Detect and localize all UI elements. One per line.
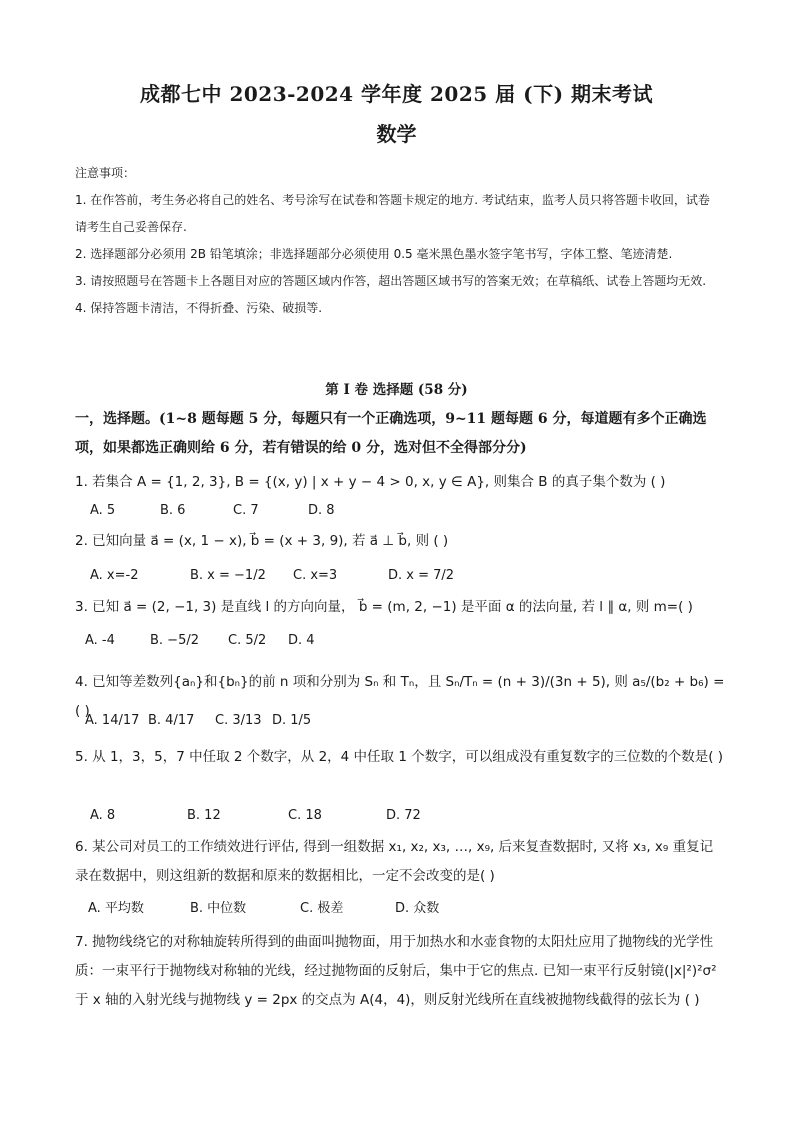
note-item: 2. 选择题部分必须用 2B 铅笔填涂；非选择题部分必须使用 0.5 毫米黑色墨水签字笔书写，字体工整、笔迹清楚. [75,247,673,261]
option-c: C. 3/13 [215,713,262,728]
options-row [90,805,720,827]
question-stem: 2. 已知向量 a⃗ = (x, 1 − x), b⃗ = (x + 3, 9), 若 a⃗ ⊥ b⃗, 则 ( ) [75,533,449,549]
question-1 [75,468,725,497]
question-5 [75,743,725,772]
question-stem: 7. 抛物线绕它的对称轴旋转所得到的曲面叫抛物面，用于加热水和水壶食物的太阳灶应用了抛物线的光学性质：一束平行于抛物线对称轴的光线，经过抛物面的反射后，集中于它的焦点. 已知一束平行反射镜(|x|²)²σ² 于 x 轴的入射光线与抛物线 y = 2px 的交点为 A(4，4)，则反射光线所在直线被抛物线截得的弦长为 ( ) [75,934,717,1008]
question-stem: 1. 若集合 A = {1, 2, 3}, B = {(x, y) | x + y − 4 > 0, x, y ∈ A}, 则集合 B 的真子集个数为 ( ) [75,474,666,490]
option-b: B. 6 [160,503,186,518]
options-row [85,630,720,652]
note-item: 3. 请按照题号在答题卡上各题目对应的答题区域内作答，超出答题区域书写的答案无效；在草稿纸、试卷上答题均无效. [75,274,707,288]
option-b: B. x = −1/2 [190,568,266,583]
question-stem: 5. 从 1，3，5，7 中任取 2 个数字，从 2，4 中任取 1 个数字，可以组成没有重复数字的三位数的个数是( ) [75,749,724,765]
option-d: D. 4 [288,633,315,648]
option-a: A. 平均数 [88,901,144,916]
option-a: A. 14/17 [85,713,140,728]
notes-block [75,160,720,322]
options-row [85,710,720,732]
exam-subject: 数学 [376,122,417,146]
question-7 [75,928,725,1015]
option-d: D. 众数 [395,901,440,916]
part-heading: 一，选择题。(1~8 题每题 5 分，每题只有一个正确选项，9~11 题每题 6 分，每道题有多个正确选项，如果都选正确则给 6 分，若有错误的给 0 分，选对但不全得部分分) [75,411,707,456]
option-b: B. 4/17 [148,713,195,728]
exam-title: 成都七中 2023-2024 学年度 2025 届 (下) 期末考试 [140,82,653,106]
option-d: D. 8 [308,503,335,518]
option-a: A. 5 [90,503,116,518]
option-d: D. 72 [386,808,421,823]
option-c: C. 5/2 [228,633,267,648]
option-b: B. 中位数 [190,901,247,916]
options-row [90,565,720,587]
question-2 [75,527,725,556]
option-c: C. 18 [288,808,322,823]
option-c: C. x=3 [293,568,338,583]
note-item: 4. 保持答题卡清洁，不得折叠、污染、破损等. [75,301,323,315]
option-c: C. 极差 [300,901,344,916]
option-a: A. x=-2 [90,568,139,583]
option-d: D. x = 7/2 [388,568,455,583]
question-stem: 3. 已知 a⃗ = (2, −1, 3) 是直线 l 的方向向量， b⃗ = (m, 2, −1) 是平面 α 的法向量, 若 l ∥ α, 则 m=( ) [75,599,693,615]
notes-heading: 注意事项： [75,166,136,180]
option-c: C. 7 [233,503,259,518]
option-a: A. -4 [85,633,115,648]
question-stem: 4. 已知等差数列{aₙ}和{bₙ}的前 n 项和分别为 Sₙ 和 Tₙ，且 Sₙ/Tₙ = (n + 3)/(3n + 5), 则 a₅/(b₂ + b₆) = ( ) [75,674,725,719]
option-b: B. −5/2 [150,633,199,648]
options-row [90,898,720,920]
question-3 [75,593,725,622]
question-6 [75,833,725,891]
option-a: A. 8 [90,808,116,823]
note-item: 1. 在作答前，考生务必将自己的姓名、考号涂写在试卷和答题卡规定的地方. 考试结束，监考人员只将答题卡收回，试卷请考生自己妥善保存. [75,193,710,234]
section-title: 第 I 卷 选择题 (58 分) [325,382,468,398]
option-d: D. 1/5 [272,713,312,728]
option-b: B. 12 [187,808,221,823]
question-stem: 6. 某公司对员工的工作绩效进行评估, 得到一组数据 x₁, x₂, x₃, …, x₉, 后来复查数据时, 又将 x₃, x₉ 重复记录在数据中，则这组新的数据和原来的数据相比，一定不会改变的是( ) [75,839,714,884]
options-row [90,500,720,522]
